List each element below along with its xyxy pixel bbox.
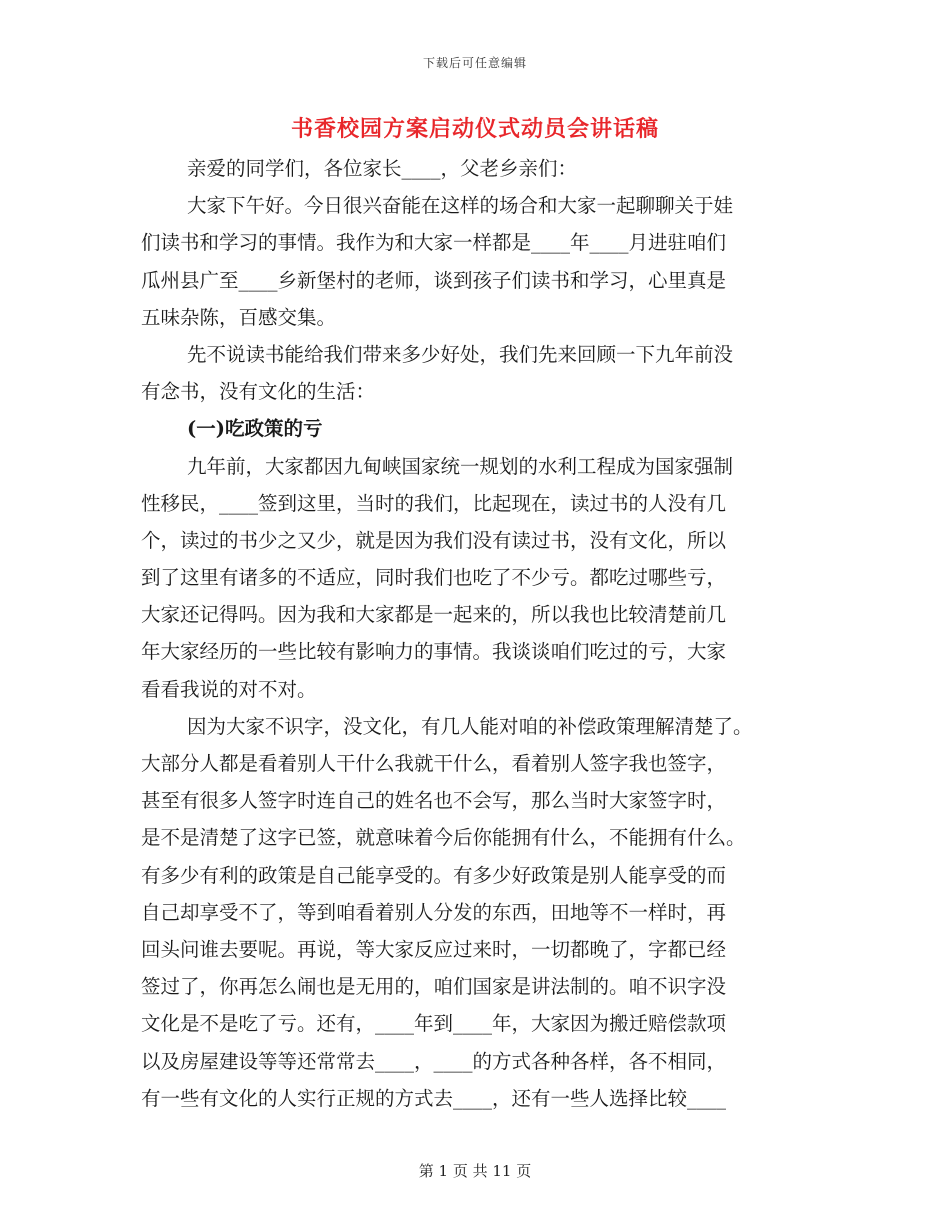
paragraph-line: 看看我说的对不对。 <box>141 677 317 701</box>
salutation-line: 亲爱的同学们，各位家长____，父老乡亲们： <box>187 157 578 180</box>
paragraph-line: 甚至有很多人签字时连自己的姓名也不会写，那么当时大家签字时， <box>141 789 727 813</box>
paragraph-line: 签过了，你再怎么闹也是无用的，咱们国家是讲法制的。咱不识字没 <box>141 975 727 999</box>
paragraph-line: 五味杂陈，百感交集。 <box>141 305 337 329</box>
paragraph-line: 九年前，大家都因九甸峡国家统一规划的水利工程成为国家强制 <box>187 454 734 478</box>
paragraph-line: 因为大家不识字，没文化，有几人能对咱的补偿政策理解清楚了。 <box>187 714 753 738</box>
document-title: 书香校园方案启动仪式动员会讲话稿 <box>290 116 659 142</box>
header-note: 下载后可任意编辑 <box>422 56 527 70</box>
paragraph-line: 瓜州县广至____乡新堡村的老师，谈到孩子们读书和学习，心里真是 <box>141 268 727 292</box>
paragraph-line: 性移民，____签到这里，当时的我们，比起现在，读过书的人没有几 <box>141 491 727 515</box>
paragraph-line: 年大家经历的一些比较有影响力的事情。我谈谈咱们吃过的亏，大家 <box>141 640 727 664</box>
document-body <box>141 150 801 1117</box>
paragraph-line: 文化是不是吃了亏。还有，____年到____年，大家因为搬迁赔偿款项 <box>141 1012 727 1036</box>
page-number-footer: 第 1 页 共 11 页 <box>418 1162 532 1180</box>
paragraph-line: 有多少有利的政策是自己能享受的。有多少好政策是别人能享受的而 <box>141 863 727 887</box>
paragraph-line: 个，读过的书少之又少，就是因为我们没有读过书，没有文化，所以 <box>141 528 727 552</box>
paragraph-line: 大部分人都是看着别人干什么我就干什么，看着别人签字我也签字， <box>141 752 727 775</box>
paragraph-line: 到了这里有诸多的不适应，同时我们也吃了不少亏。都吃过哪些亏， <box>141 566 727 590</box>
paragraph-line: 以及房屋建设等等还常常去____，____的方式各种各样，各不相同， <box>141 1049 727 1073</box>
paragraph-line: 有一些有文化的人实行正规的方式去____，还有一些人选择比较____ <box>141 1086 727 1110</box>
paragraph-line: 自己却享受不了，等到咱看着别人分发的东西，田地等不一样时，再 <box>141 900 727 924</box>
paragraph-line: 是不是清楚了这字已签，就意味着今后你能拥有什么，不能拥有什么。 <box>141 826 746 850</box>
section-heading: (一)吃政策的亏 <box>187 417 323 441</box>
paragraph-line: 大家还记得吗。因为我和大家都是一起来的，所以我也比较清楚前几 <box>141 603 727 627</box>
paragraph-line: 们读书和学习的事情。我作为和大家一样都是____年____月进驻咱们 <box>141 231 727 255</box>
paragraph-line: 大家下午好。今日很兴奋能在这样的场合和大家一起聊聊关于娃 <box>187 194 734 218</box>
paragraph-line: 回头问谁去要呢。再说，等大家反应过来时，一切都晚了，字都已经 <box>141 937 727 961</box>
paragraph-line: 先不说读书能给我们带来多少好处，我们先来回顾一下九年前没 <box>187 342 734 366</box>
paragraph-line: 有念书，没有文化的生活： <box>141 380 376 404</box>
